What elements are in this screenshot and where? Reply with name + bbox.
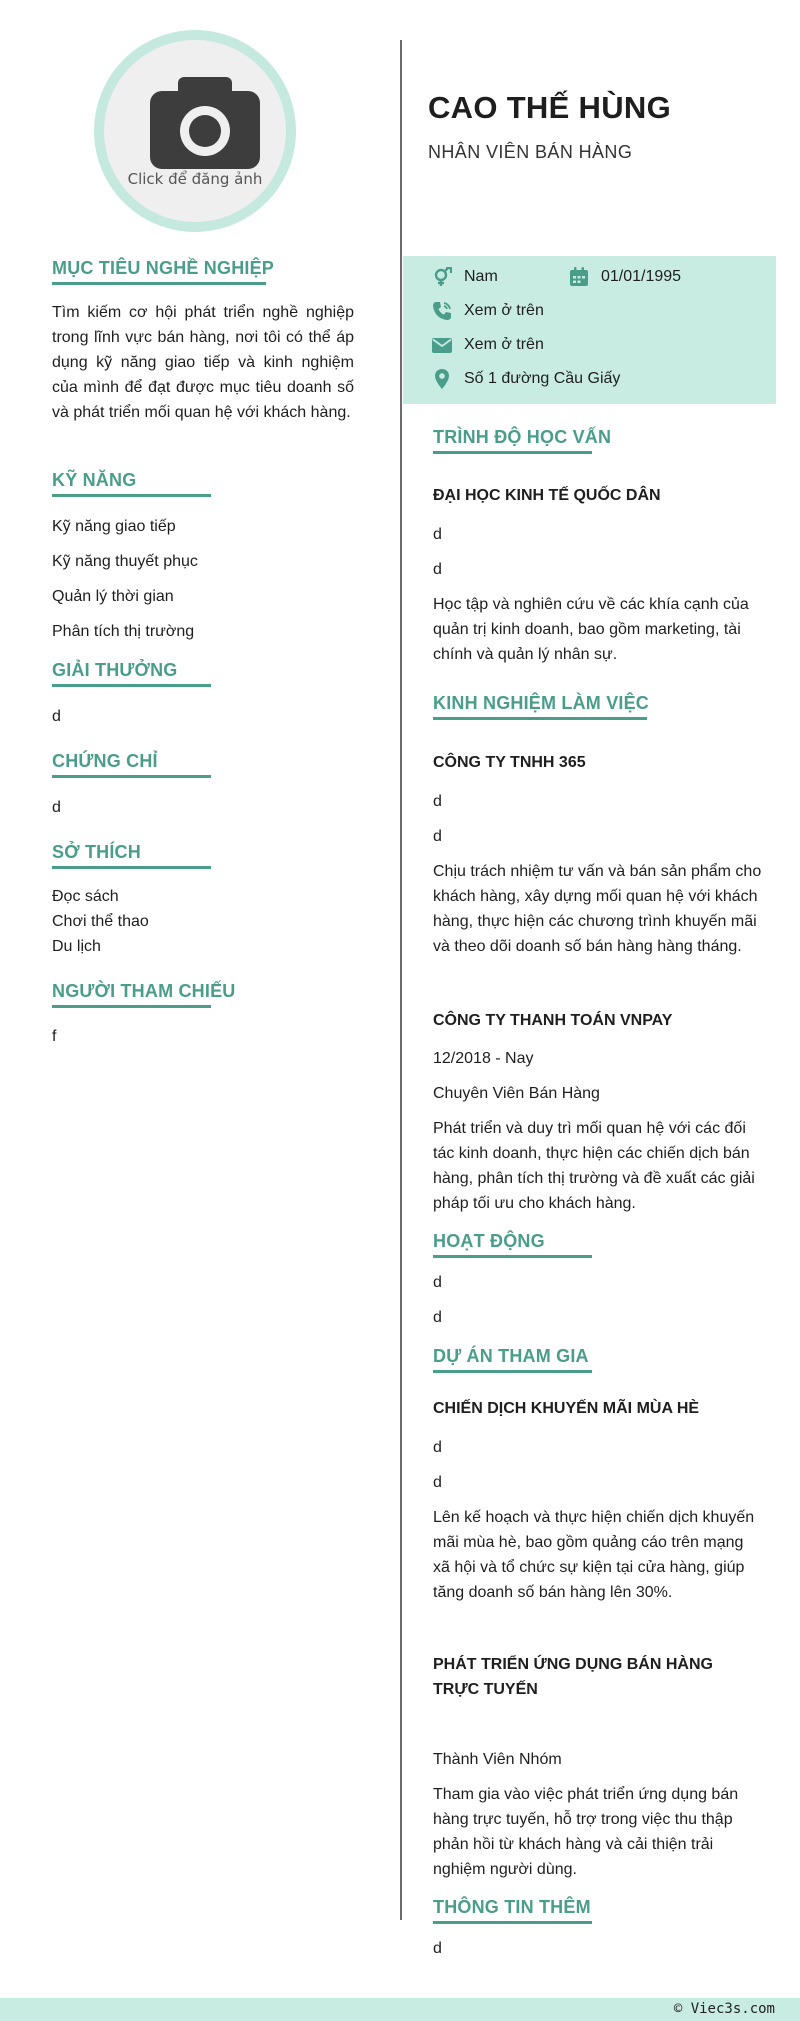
gender-row [432,267,498,287]
project-entry [433,1652,763,1702]
contact-info-box [403,256,776,404]
calendar-icon [569,267,589,287]
project-name: CHIẾN DỊCH KHUYẾN MÃI MÙA HÈ [433,1400,700,1417]
footer-bar [0,1998,800,2021]
additional-body [433,1936,763,1961]
job-desc-block [433,859,763,959]
references-section [52,981,354,1008]
experience-title: KINH NGHIỆM LÀM VIỆC [433,693,647,720]
hobbies-list [52,884,354,959]
project-desc: Lên kế hoạch và thực hiện chiến dịch khuyến mãi mùa hè, bao gồm quảng cáo trên mạng xã hội và tổ chức sự kiện tại cửa hàng, giúp tăng doanh số bán hàng lên 30%. [433,1509,755,1601]
education-title: TRÌNH ĐỘ HỌC VẤN [433,427,592,454]
education-line [433,557,763,582]
camera-icon [150,77,260,172]
objective-section [52,258,354,285]
project-line [433,1747,763,1772]
activities-text: d [433,1309,442,1326]
job-line [433,1081,763,1106]
avatar[interactable] [94,30,296,232]
education-desc-block [433,592,763,667]
project-line [433,1435,763,1460]
job-role: d [433,828,442,845]
awards-section [52,660,354,687]
job-line [433,1046,763,1071]
additional-title: THÔNG TIN THÊM [433,1897,592,1924]
projects-section [433,1346,763,1373]
hobby-item: Chơi thể thao [52,913,149,930]
education-desc: Học tập và nghiên cứu về các khía cạnh của quản trị kinh doanh, bao gồm marketing, tài chính và quản lý nhân sự. [433,596,749,663]
certificates-section [52,751,354,778]
education-entry [433,487,763,505]
hobbies-title: SỞ THÍCH [52,842,211,869]
gender-icon [432,267,452,287]
birthday-value: 01/01/1995 [601,268,682,285]
skills-title: KỸ NĂNG [52,470,211,497]
project-entry [433,1400,763,1418]
email-value: Xem ở trên [464,336,544,353]
projects-title: DỰ ÁN THAM GIA [433,1346,592,1373]
email-icon [432,335,452,355]
job-entry [433,754,763,772]
project-role: d [433,1474,442,1491]
activities-title: HOẠT ĐỘNG [433,1231,592,1258]
job-line [433,789,763,814]
hobby-item: Đọc sách [52,888,119,905]
phone-icon [432,301,452,321]
job-desc: Phát triển và duy trì mối quan hệ với các đối tác kinh doanh, thực hiện các chiến dịch bán hàng, phân tích thị trường và đề xuất các giải pháp tối ưu cho khách hàng. [433,1120,755,1212]
email-row [432,335,544,355]
phone-value: Xem ở trên [464,302,544,319]
project-time: d [433,1439,442,1456]
hobbies-section [52,842,354,869]
additional-section [433,1897,763,1924]
skill-item: Kỹ năng giao tiếp [52,518,176,535]
project-desc-block [433,1782,763,1882]
activities-line [433,1270,763,1295]
project-desc: Tham gia vào việc phát triển ứng dụng bán hàng trực tuyến, hỗ trợ trong việc thu thập phản hồi từ khách hàng và cải thiện trải nghiệm người dùng. [433,1786,739,1878]
job-desc-block [433,1116,763,1216]
references-title: NGƯỜI THAM CHIẾU [52,981,211,1008]
skill-item: Kỹ năng thuyết phục [52,553,198,570]
footer-credit: © Viec3s.com [673,2001,775,2017]
project-desc-block [433,1505,763,1605]
job-entry [433,1012,763,1030]
objective-title: MỤC TIÊU NGHỀ NGHIỆP [52,258,266,285]
birthday-row [569,267,681,287]
awards-title: GIẢI THƯỞNG [52,660,211,687]
references-body [52,1024,354,1049]
job-company: CÔNG TY TNHH 365 [433,754,586,771]
skill-item: Quản lý thời gian [52,588,174,605]
location-pin-icon [432,369,452,389]
education-time: d [433,526,442,543]
references-text: f [52,1028,57,1045]
skill-item: Phân tích thị trường [52,623,195,640]
project-line [433,1470,763,1495]
additional-text: d [433,1940,442,1957]
gender-value: Nam [464,268,498,285]
job-line [433,824,763,849]
column-divider [400,40,402,1920]
education-major: d [433,561,442,578]
experience-section [433,693,763,720]
certificates-body [52,795,354,820]
job-time: d [433,793,442,810]
address-row [432,369,620,389]
awards-text: d [52,708,61,725]
job-time: 12/2018 - Nay [433,1050,534,1067]
certificates-text: d [52,799,61,816]
job-company: CÔNG TY THANH TOÁN VNPAY [433,1012,673,1029]
avatar-placeholder[interactable] [104,40,286,222]
avatar-upload-hint[interactable]: Click để đăng ảnh [127,170,263,188]
certificates-title: CHỨNG CHỈ [52,751,211,778]
education-line [433,522,763,547]
objective-text: Tìm kiếm cơ hội phát triển nghề nghiệp trong lĩnh vực bán hàng, nơi tôi có thể áp dụng kỹ năng giao tiếp và kinh nghiệm của mình để đạt được mục tiêu doanh số và phát triển mối quan hệ với khách hàng. [52,304,354,421]
project-role: Thành Viên Nhóm [433,1751,562,1768]
candidate-name: CAO THẾ HÙNG [428,90,671,125]
project-name: PHÁT TRIỂN ỨNG DỤNG BÁN HÀNG TRỰC TUYẾN [433,1656,713,1698]
candidate-position: NHÂN VIÊN BÁN HÀNG [428,142,633,162]
activities-section [433,1231,763,1258]
phone-row [432,301,544,321]
activities-line [433,1305,763,1330]
education-school: ĐẠI HỌC KINH TẾ QUỐC DÂN [433,487,661,504]
address-value: Số 1 đường Cầu Giấy [464,370,621,387]
skills-list [52,514,354,654]
objective-body [52,300,354,425]
skills-section [52,470,354,497]
education-section [433,427,763,454]
job-desc: Chịu trách nhiệm tư vấn và bán sản phẩm cho khách hàng, xây dựng mối quan hệ với khách hàng, thực hiện các chương trình khuyến mãi và theo dõi doanh số bán hàng hàng tháng. [433,863,762,955]
job-role: Chuyên Viên Bán Hàng [433,1085,600,1102]
awards-body [52,704,354,729]
hobby-item: Du lịch [52,938,101,955]
activities-text: d [433,1274,442,1291]
